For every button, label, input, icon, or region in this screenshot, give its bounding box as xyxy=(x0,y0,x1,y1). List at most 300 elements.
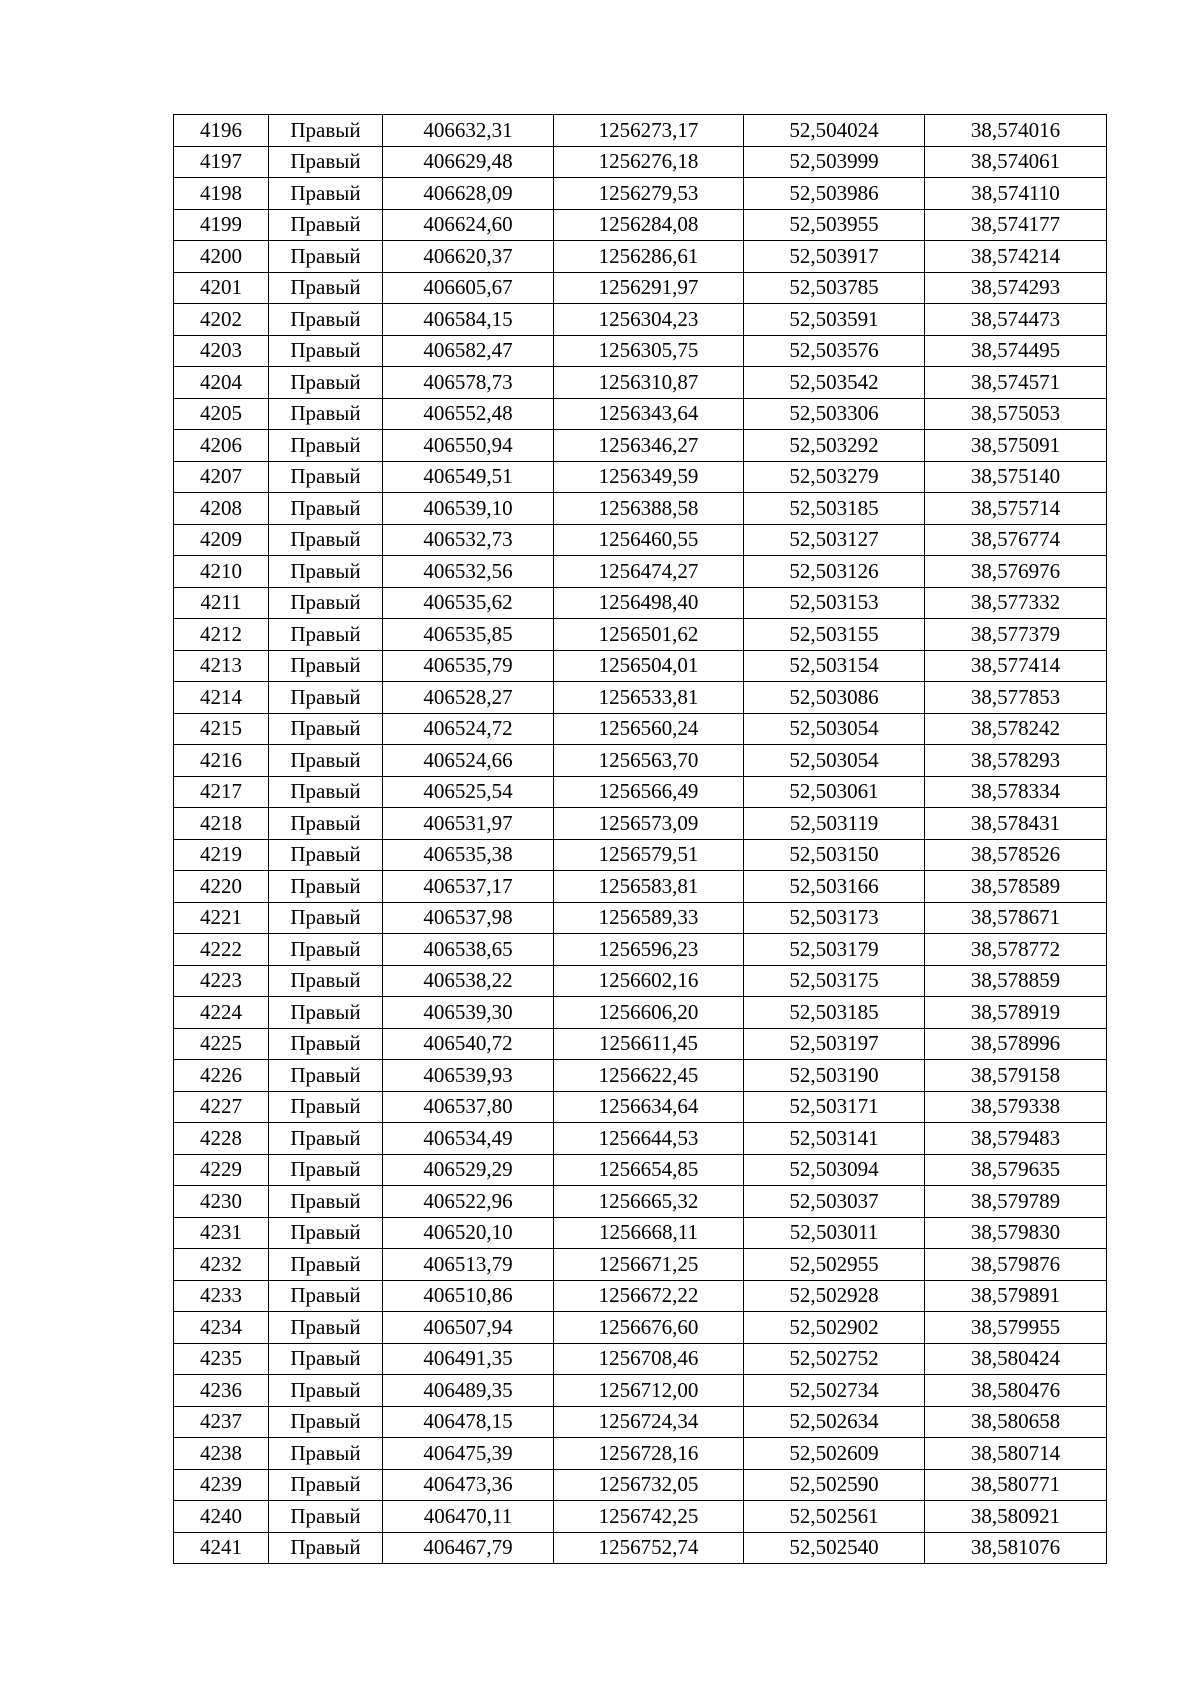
side-cell: Правый xyxy=(269,1280,383,1312)
point-number-cell: 4207 xyxy=(174,461,269,493)
point-number-cell: 4223 xyxy=(174,965,269,997)
side-cell: Правый xyxy=(269,304,383,336)
side-cell: Правый xyxy=(269,272,383,304)
x-coordinate-cell: 406524,72 xyxy=(383,713,554,745)
point-number-cell: 4199 xyxy=(174,209,269,241)
y-coordinate-cell: 1256676,60 xyxy=(554,1312,744,1344)
side-cell: Правый xyxy=(269,1406,383,1438)
longitude-cell: 38,579338 xyxy=(925,1091,1107,1123)
table-row xyxy=(174,965,1107,997)
x-coordinate-cell: 406524,66 xyxy=(383,745,554,777)
y-coordinate-cell: 1256602,16 xyxy=(554,965,744,997)
y-coordinate-cell: 1256583,81 xyxy=(554,871,744,903)
table-row xyxy=(174,209,1107,241)
point-number-cell: 4202 xyxy=(174,304,269,336)
side-cell: Правый xyxy=(269,997,383,1029)
table-row xyxy=(174,619,1107,651)
y-coordinate-cell: 1256460,55 xyxy=(554,524,744,556)
table-row xyxy=(174,713,1107,745)
y-coordinate-cell: 1256728,16 xyxy=(554,1438,744,1470)
latitude-cell: 52,503054 xyxy=(744,745,925,777)
y-coordinate-cell: 1256573,09 xyxy=(554,808,744,840)
longitude-cell: 38,579789 xyxy=(925,1186,1107,1218)
table-row xyxy=(174,1217,1107,1249)
point-number-cell: 4200 xyxy=(174,241,269,273)
longitude-cell: 38,578996 xyxy=(925,1028,1107,1060)
point-number-cell: 4196 xyxy=(174,115,269,147)
side-cell: Правый xyxy=(269,965,383,997)
point-number-cell: 4229 xyxy=(174,1154,269,1186)
x-coordinate-cell: 406467,79 xyxy=(383,1532,554,1564)
latitude-cell: 52,503127 xyxy=(744,524,925,556)
y-coordinate-cell: 1256634,64 xyxy=(554,1091,744,1123)
table-row xyxy=(174,1123,1107,1155)
x-coordinate-cell: 406537,98 xyxy=(383,902,554,934)
latitude-cell: 52,503126 xyxy=(744,556,925,588)
x-coordinate-cell: 406475,39 xyxy=(383,1438,554,1470)
x-coordinate-cell: 406522,96 xyxy=(383,1186,554,1218)
latitude-cell: 52,503037 xyxy=(744,1186,925,1218)
x-coordinate-cell: 406531,97 xyxy=(383,808,554,840)
longitude-cell: 38,579955 xyxy=(925,1312,1107,1344)
point-number-cell: 4219 xyxy=(174,839,269,871)
table-row xyxy=(174,1091,1107,1123)
x-coordinate-cell: 406584,15 xyxy=(383,304,554,336)
x-coordinate-cell: 406489,35 xyxy=(383,1375,554,1407)
point-number-cell: 4227 xyxy=(174,1091,269,1123)
point-number-cell: 4234 xyxy=(174,1312,269,1344)
longitude-cell: 38,579158 xyxy=(925,1060,1107,1092)
y-coordinate-cell: 1256596,23 xyxy=(554,934,744,966)
table-row xyxy=(174,1186,1107,1218)
side-cell: Правый xyxy=(269,1343,383,1375)
x-coordinate-cell: 406537,17 xyxy=(383,871,554,903)
point-number-cell: 4241 xyxy=(174,1532,269,1564)
y-coordinate-cell: 1256474,27 xyxy=(554,556,744,588)
point-number-cell: 4197 xyxy=(174,146,269,178)
latitude-cell: 52,503153 xyxy=(744,587,925,619)
side-cell: Правый xyxy=(269,1123,383,1155)
latitude-cell: 52,503141 xyxy=(744,1123,925,1155)
latitude-cell: 52,503155 xyxy=(744,619,925,651)
longitude-cell: 38,578334 xyxy=(925,776,1107,808)
side-cell: Правый xyxy=(269,115,383,147)
side-cell: Правый xyxy=(269,808,383,840)
latitude-cell: 52,502752 xyxy=(744,1343,925,1375)
side-cell: Правый xyxy=(269,1028,383,1060)
latitude-cell: 52,503591 xyxy=(744,304,925,336)
latitude-cell: 52,502609 xyxy=(744,1438,925,1470)
latitude-cell: 52,504024 xyxy=(744,115,925,147)
point-number-cell: 4216 xyxy=(174,745,269,777)
point-number-cell: 4231 xyxy=(174,1217,269,1249)
y-coordinate-cell: 1256533,81 xyxy=(554,682,744,714)
point-number-cell: 4220 xyxy=(174,871,269,903)
side-cell: Правый xyxy=(269,902,383,934)
table-row xyxy=(174,146,1107,178)
point-number-cell: 4208 xyxy=(174,493,269,525)
point-number-cell: 4204 xyxy=(174,367,269,399)
longitude-cell: 38,575091 xyxy=(925,430,1107,462)
side-cell: Правый xyxy=(269,745,383,777)
x-coordinate-cell: 406532,73 xyxy=(383,524,554,556)
y-coordinate-cell: 1256560,24 xyxy=(554,713,744,745)
table-row xyxy=(174,871,1107,903)
longitude-cell: 38,575053 xyxy=(925,398,1107,430)
y-coordinate-cell: 1256276,18 xyxy=(554,146,744,178)
longitude-cell: 38,580771 xyxy=(925,1469,1107,1501)
y-coordinate-cell: 1256504,01 xyxy=(554,650,744,682)
longitude-cell: 38,578431 xyxy=(925,808,1107,840)
latitude-cell: 52,503197 xyxy=(744,1028,925,1060)
x-coordinate-cell: 406550,94 xyxy=(383,430,554,462)
latitude-cell: 52,503179 xyxy=(744,934,925,966)
latitude-cell: 52,503166 xyxy=(744,871,925,903)
latitude-cell: 52,502540 xyxy=(744,1532,925,1564)
x-coordinate-cell: 406628,09 xyxy=(383,178,554,210)
latitude-cell: 52,503094 xyxy=(744,1154,925,1186)
latitude-cell: 52,503576 xyxy=(744,335,925,367)
y-coordinate-cell: 1256563,70 xyxy=(554,745,744,777)
y-coordinate-cell: 1256273,17 xyxy=(554,115,744,147)
point-number-cell: 4209 xyxy=(174,524,269,556)
x-coordinate-cell: 406538,65 xyxy=(383,934,554,966)
point-number-cell: 4210 xyxy=(174,556,269,588)
side-cell: Правый xyxy=(269,871,383,903)
point-number-cell: 4203 xyxy=(174,335,269,367)
side-cell: Правый xyxy=(269,839,383,871)
point-number-cell: 4224 xyxy=(174,997,269,1029)
x-coordinate-cell: 406632,31 xyxy=(383,115,554,147)
x-coordinate-cell: 406534,49 xyxy=(383,1123,554,1155)
longitude-cell: 38,580714 xyxy=(925,1438,1107,1470)
x-coordinate-cell: 406605,67 xyxy=(383,272,554,304)
table-row xyxy=(174,398,1107,430)
point-number-cell: 4205 xyxy=(174,398,269,430)
latitude-cell: 52,502955 xyxy=(744,1249,925,1281)
latitude-cell: 52,503292 xyxy=(744,430,925,462)
point-number-cell: 4232 xyxy=(174,1249,269,1281)
side-cell: Правый xyxy=(269,1532,383,1564)
x-coordinate-cell: 406539,10 xyxy=(383,493,554,525)
y-coordinate-cell: 1256579,51 xyxy=(554,839,744,871)
side-cell: Правый xyxy=(269,146,383,178)
table-row xyxy=(174,1438,1107,1470)
y-coordinate-cell: 1256343,64 xyxy=(554,398,744,430)
longitude-cell: 38,579876 xyxy=(925,1249,1107,1281)
table-row xyxy=(174,367,1107,399)
side-cell: Правый xyxy=(269,178,383,210)
latitude-cell: 52,503185 xyxy=(744,997,925,1029)
point-number-cell: 4198 xyxy=(174,178,269,210)
table-row xyxy=(174,808,1107,840)
latitude-cell: 52,503119 xyxy=(744,808,925,840)
point-number-cell: 4214 xyxy=(174,682,269,714)
longitude-cell: 38,578589 xyxy=(925,871,1107,903)
latitude-cell: 52,502902 xyxy=(744,1312,925,1344)
latitude-cell: 52,503999 xyxy=(744,146,925,178)
side-cell: Правый xyxy=(269,1375,383,1407)
y-coordinate-cell: 1256644,53 xyxy=(554,1123,744,1155)
longitude-cell: 38,577853 xyxy=(925,682,1107,714)
longitude-cell: 38,578242 xyxy=(925,713,1107,745)
y-coordinate-cell: 1256305,75 xyxy=(554,335,744,367)
table-row xyxy=(174,839,1107,871)
point-number-cell: 4221 xyxy=(174,902,269,934)
y-coordinate-cell: 1256668,11 xyxy=(554,1217,744,1249)
y-coordinate-cell: 1256611,45 xyxy=(554,1028,744,1060)
latitude-cell: 52,503061 xyxy=(744,776,925,808)
longitude-cell: 38,578859 xyxy=(925,965,1107,997)
side-cell: Правый xyxy=(269,713,383,745)
y-coordinate-cell: 1256654,85 xyxy=(554,1154,744,1186)
y-coordinate-cell: 1256279,53 xyxy=(554,178,744,210)
table-row xyxy=(174,241,1107,273)
x-coordinate-cell: 406510,86 xyxy=(383,1280,554,1312)
point-number-cell: 4230 xyxy=(174,1186,269,1218)
x-coordinate-cell: 406582,47 xyxy=(383,335,554,367)
table-row xyxy=(174,304,1107,336)
y-coordinate-cell: 1256349,59 xyxy=(554,461,744,493)
table-row xyxy=(174,115,1107,147)
y-coordinate-cell: 1256310,87 xyxy=(554,367,744,399)
side-cell: Правый xyxy=(269,461,383,493)
longitude-cell: 38,574473 xyxy=(925,304,1107,336)
table-row xyxy=(174,1469,1107,1501)
point-number-cell: 4211 xyxy=(174,587,269,619)
table-row xyxy=(174,1154,1107,1186)
table-row xyxy=(174,1060,1107,1092)
table-row xyxy=(174,1501,1107,1533)
y-coordinate-cell: 1256346,27 xyxy=(554,430,744,462)
y-coordinate-cell: 1256732,05 xyxy=(554,1469,744,1501)
coordinates-table xyxy=(173,114,1107,1564)
point-number-cell: 4225 xyxy=(174,1028,269,1060)
table-row xyxy=(174,776,1107,808)
table-row xyxy=(174,682,1107,714)
longitude-cell: 38,579891 xyxy=(925,1280,1107,1312)
latitude-cell: 52,503986 xyxy=(744,178,925,210)
y-coordinate-cell: 1256291,97 xyxy=(554,272,744,304)
point-number-cell: 4215 xyxy=(174,713,269,745)
latitude-cell: 52,503542 xyxy=(744,367,925,399)
longitude-cell: 38,580424 xyxy=(925,1343,1107,1375)
side-cell: Правый xyxy=(269,1217,383,1249)
longitude-cell: 38,577379 xyxy=(925,619,1107,651)
point-number-cell: 4206 xyxy=(174,430,269,462)
x-coordinate-cell: 406525,54 xyxy=(383,776,554,808)
longitude-cell: 38,574214 xyxy=(925,241,1107,273)
x-coordinate-cell: 406520,10 xyxy=(383,1217,554,1249)
longitude-cell: 38,579483 xyxy=(925,1123,1107,1155)
longitude-cell: 38,574293 xyxy=(925,272,1107,304)
longitude-cell: 38,579830 xyxy=(925,1217,1107,1249)
x-coordinate-cell: 406478,15 xyxy=(383,1406,554,1438)
point-number-cell: 4233 xyxy=(174,1280,269,1312)
longitude-cell: 38,574016 xyxy=(925,115,1107,147)
side-cell: Правый xyxy=(269,335,383,367)
side-cell: Правый xyxy=(269,524,383,556)
side-cell: Правый xyxy=(269,682,383,714)
table-row xyxy=(174,997,1107,1029)
side-cell: Правый xyxy=(269,1060,383,1092)
table-row xyxy=(174,902,1107,934)
side-cell: Правый xyxy=(269,650,383,682)
x-coordinate-cell: 406624,60 xyxy=(383,209,554,241)
y-coordinate-cell: 1256589,33 xyxy=(554,902,744,934)
side-cell: Правый xyxy=(269,556,383,588)
point-number-cell: 4239 xyxy=(174,1469,269,1501)
point-number-cell: 4218 xyxy=(174,808,269,840)
table-body xyxy=(174,115,1107,1564)
side-cell: Правый xyxy=(269,934,383,966)
longitude-cell: 38,574571 xyxy=(925,367,1107,399)
y-coordinate-cell: 1256286,61 xyxy=(554,241,744,273)
side-cell: Правый xyxy=(269,1501,383,1533)
y-coordinate-cell: 1256752,74 xyxy=(554,1532,744,1564)
x-coordinate-cell: 406539,93 xyxy=(383,1060,554,1092)
x-coordinate-cell: 406578,73 xyxy=(383,367,554,399)
table-row xyxy=(174,1249,1107,1281)
y-coordinate-cell: 1256388,58 xyxy=(554,493,744,525)
latitude-cell: 52,503054 xyxy=(744,713,925,745)
longitude-cell: 38,578772 xyxy=(925,934,1107,966)
longitude-cell: 38,576774 xyxy=(925,524,1107,556)
table-row xyxy=(174,524,1107,556)
x-coordinate-cell: 406537,80 xyxy=(383,1091,554,1123)
table-row xyxy=(174,934,1107,966)
latitude-cell: 52,502561 xyxy=(744,1501,925,1533)
point-number-cell: 4228 xyxy=(174,1123,269,1155)
latitude-cell: 52,503185 xyxy=(744,493,925,525)
x-coordinate-cell: 406470,11 xyxy=(383,1501,554,1533)
longitude-cell: 38,581076 xyxy=(925,1532,1107,1564)
x-coordinate-cell: 406528,27 xyxy=(383,682,554,714)
y-coordinate-cell: 1256671,25 xyxy=(554,1249,744,1281)
longitude-cell: 38,579635 xyxy=(925,1154,1107,1186)
side-cell: Правый xyxy=(269,776,383,808)
table-row xyxy=(174,430,1107,462)
longitude-cell: 38,574110 xyxy=(925,178,1107,210)
point-number-cell: 4222 xyxy=(174,934,269,966)
x-coordinate-cell: 406535,62 xyxy=(383,587,554,619)
longitude-cell: 38,575140 xyxy=(925,461,1107,493)
point-number-cell: 4213 xyxy=(174,650,269,682)
x-coordinate-cell: 406620,37 xyxy=(383,241,554,273)
y-coordinate-cell: 1256708,46 xyxy=(554,1343,744,1375)
table-row xyxy=(174,650,1107,682)
longitude-cell: 38,577414 xyxy=(925,650,1107,682)
latitude-cell: 52,503150 xyxy=(744,839,925,871)
longitude-cell: 38,580658 xyxy=(925,1406,1107,1438)
table-row xyxy=(174,272,1107,304)
latitude-cell: 52,502734 xyxy=(744,1375,925,1407)
side-cell: Правый xyxy=(269,1438,383,1470)
point-number-cell: 4212 xyxy=(174,619,269,651)
latitude-cell: 52,503171 xyxy=(744,1091,925,1123)
latitude-cell: 52,503190 xyxy=(744,1060,925,1092)
latitude-cell: 52,502590 xyxy=(744,1469,925,1501)
side-cell: Правый xyxy=(269,1469,383,1501)
side-cell: Правый xyxy=(269,1091,383,1123)
x-coordinate-cell: 406629,48 xyxy=(383,146,554,178)
point-number-cell: 4235 xyxy=(174,1343,269,1375)
side-cell: Правый xyxy=(269,587,383,619)
side-cell: Правый xyxy=(269,1186,383,1218)
side-cell: Правый xyxy=(269,619,383,651)
table-row xyxy=(174,1312,1107,1344)
latitude-cell: 52,503306 xyxy=(744,398,925,430)
point-number-cell: 4236 xyxy=(174,1375,269,1407)
latitude-cell: 52,503785 xyxy=(744,272,925,304)
y-coordinate-cell: 1256724,34 xyxy=(554,1406,744,1438)
table-row xyxy=(174,587,1107,619)
table-row xyxy=(174,1280,1107,1312)
point-number-cell: 4238 xyxy=(174,1438,269,1470)
x-coordinate-cell: 406491,35 xyxy=(383,1343,554,1375)
y-coordinate-cell: 1256498,40 xyxy=(554,587,744,619)
latitude-cell: 52,503279 xyxy=(744,461,925,493)
side-cell: Правый xyxy=(269,209,383,241)
latitude-cell: 52,503154 xyxy=(744,650,925,682)
y-coordinate-cell: 1256284,08 xyxy=(554,209,744,241)
x-coordinate-cell: 406540,72 xyxy=(383,1028,554,1060)
longitude-cell: 38,574495 xyxy=(925,335,1107,367)
y-coordinate-cell: 1256665,32 xyxy=(554,1186,744,1218)
longitude-cell: 38,576976 xyxy=(925,556,1107,588)
longitude-cell: 38,578293 xyxy=(925,745,1107,777)
longitude-cell: 38,578526 xyxy=(925,839,1107,871)
x-coordinate-cell: 406507,94 xyxy=(383,1312,554,1344)
y-coordinate-cell: 1256501,62 xyxy=(554,619,744,651)
table-row xyxy=(174,1028,1107,1060)
y-coordinate-cell: 1256712,00 xyxy=(554,1375,744,1407)
y-coordinate-cell: 1256304,23 xyxy=(554,304,744,336)
side-cell: Правый xyxy=(269,493,383,525)
y-coordinate-cell: 1256672,22 xyxy=(554,1280,744,1312)
point-number-cell: 4237 xyxy=(174,1406,269,1438)
longitude-cell: 38,574061 xyxy=(925,146,1107,178)
point-number-cell: 4217 xyxy=(174,776,269,808)
x-coordinate-cell: 406473,36 xyxy=(383,1469,554,1501)
latitude-cell: 52,503955 xyxy=(744,209,925,241)
side-cell: Правый xyxy=(269,1249,383,1281)
longitude-cell: 38,580921 xyxy=(925,1501,1107,1533)
longitude-cell: 38,577332 xyxy=(925,587,1107,619)
table-row xyxy=(174,1375,1107,1407)
side-cell: Правый xyxy=(269,430,383,462)
x-coordinate-cell: 406552,48 xyxy=(383,398,554,430)
table-row xyxy=(174,1343,1107,1375)
table-row xyxy=(174,1406,1107,1438)
side-cell: Правый xyxy=(269,1154,383,1186)
longitude-cell: 38,578671 xyxy=(925,902,1107,934)
x-coordinate-cell: 406549,51 xyxy=(383,461,554,493)
point-number-cell: 4201 xyxy=(174,272,269,304)
longitude-cell: 38,574177 xyxy=(925,209,1107,241)
longitude-cell: 38,575714 xyxy=(925,493,1107,525)
x-coordinate-cell: 406529,29 xyxy=(383,1154,554,1186)
point-number-cell: 4240 xyxy=(174,1501,269,1533)
side-cell: Правый xyxy=(269,1312,383,1344)
side-cell: Правый xyxy=(269,241,383,273)
point-number-cell: 4226 xyxy=(174,1060,269,1092)
table-row xyxy=(174,556,1107,588)
table-row xyxy=(174,178,1107,210)
side-cell: Правый xyxy=(269,367,383,399)
latitude-cell: 52,502928 xyxy=(744,1280,925,1312)
x-coordinate-cell: 406535,85 xyxy=(383,619,554,651)
